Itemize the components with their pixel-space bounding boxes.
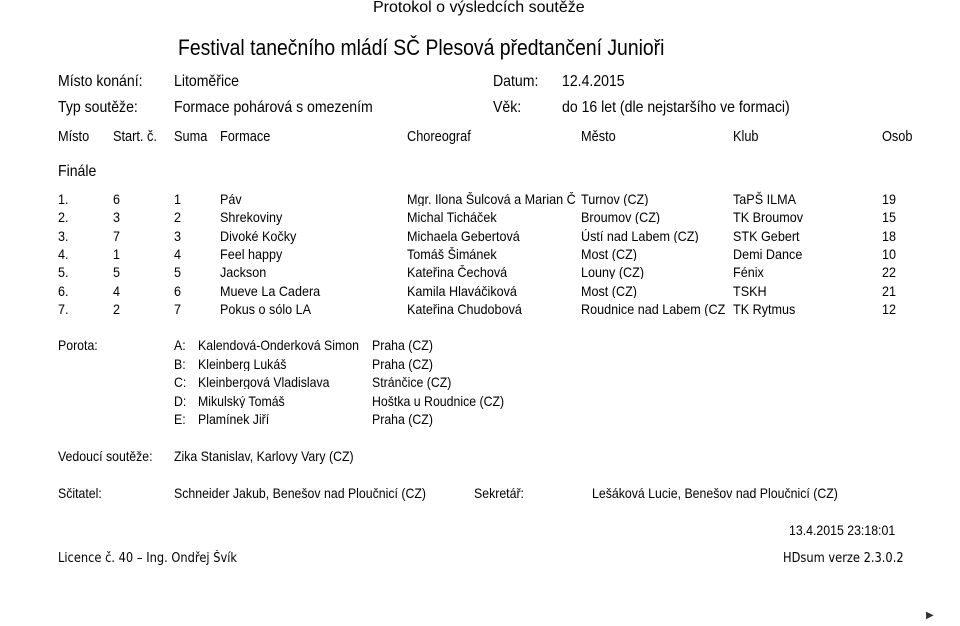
cell-club: STK Gebert bbox=[733, 228, 800, 244]
cell-persons: 22 bbox=[882, 264, 897, 280]
cell-sum: 3 bbox=[174, 228, 182, 244]
jury-label: Porota: bbox=[58, 337, 98, 353]
col-header-formation: Formace bbox=[220, 128, 271, 145]
counter-value: Schneider Jakub, Benešov nad Ploučnicí (CZ) bbox=[174, 485, 427, 501]
cell-persons: 21 bbox=[882, 283, 897, 299]
cell-city: Broumov (CZ) bbox=[581, 210, 661, 224]
cell-persons: 15 bbox=[882, 209, 897, 225]
cell-city: Louny (CZ) bbox=[581, 265, 645, 279]
cell-persons: 19 bbox=[882, 191, 897, 207]
jury-city: Praha (CZ) bbox=[372, 337, 433, 353]
cell-sum: 2 bbox=[174, 209, 182, 225]
cell-club: TaPŠ ILMA bbox=[733, 191, 797, 207]
date-value: 12.4.2015 bbox=[562, 73, 625, 90]
jury-letter: D: bbox=[174, 393, 187, 409]
jury-city: Stránčice (CZ) bbox=[372, 374, 452, 390]
cell-place: 6. bbox=[58, 283, 69, 299]
cell-city: Turnov (CZ) bbox=[581, 192, 649, 206]
leader-value: Zika Stanislav, Karlovy Vary (CZ) bbox=[174, 448, 354, 464]
cell-club: TK Rytmus bbox=[733, 301, 796, 317]
cell-place: 2. bbox=[58, 209, 69, 225]
jury-name: Kleinberg Lukáš bbox=[198, 357, 287, 371]
cell-club: TSKH bbox=[733, 283, 767, 299]
cell-place: 4. bbox=[58, 246, 69, 262]
cell-formation: Feel happy bbox=[220, 246, 283, 262]
cell-formation: Mueve La Cadera bbox=[220, 283, 321, 299]
cell-choreographer: Michal Ticháček bbox=[407, 210, 497, 224]
cell-sum: 5 bbox=[174, 264, 182, 280]
jury-name: Plamínek Jiří bbox=[198, 412, 270, 426]
leader-label: Vedoucí soutěže: bbox=[58, 448, 153, 464]
jury-name: Mikulský Tomáš bbox=[198, 394, 285, 408]
age-label: Věk: bbox=[493, 99, 522, 116]
cell-place: 1. bbox=[58, 191, 69, 207]
jury-city: Hoštka u Roudnice (CZ) bbox=[372, 393, 505, 409]
jury-letter: B: bbox=[174, 356, 186, 372]
cell-persons: 12 bbox=[882, 301, 897, 317]
cell-club: Fénix bbox=[733, 264, 764, 280]
col-header-start-number: Start. č. bbox=[113, 128, 157, 145]
jury-name: Kalendová-Onderková Simon bbox=[198, 338, 359, 352]
cell-start-number: 7 bbox=[113, 228, 121, 244]
section-final: Finále bbox=[58, 163, 97, 180]
age-value: do 16 let (dle nejstaršího ve formaci) bbox=[562, 99, 790, 116]
document-title: Protokol o výsledcích soutěže bbox=[373, 0, 585, 16]
cell-city: Most (CZ) bbox=[581, 247, 637, 261]
cell-sum: 6 bbox=[174, 283, 182, 299]
cell-sum: 7 bbox=[174, 301, 182, 317]
jury-name: Kleinbergová Vladislava bbox=[198, 375, 330, 389]
cell-sum: 1 bbox=[174, 191, 182, 207]
cell-start-number: 2 bbox=[113, 301, 121, 317]
cell-choreographer: Kateřina Chudobová bbox=[407, 302, 522, 316]
cell-persons: 18 bbox=[882, 228, 897, 244]
cell-city: Roudnice nad Labem (CZ bbox=[581, 302, 726, 316]
venue-label: Místo konání: bbox=[58, 73, 143, 90]
cell-start-number: 5 bbox=[113, 264, 121, 280]
cell-city: Ústí nad Labem (CZ) bbox=[581, 229, 699, 243]
cell-choreographer: Tomáš Šimánek bbox=[407, 247, 497, 261]
col-header-persons: Osob bbox=[882, 128, 913, 145]
cell-choreographer: Kateřina Čechová bbox=[407, 265, 508, 279]
cell-place: 3. bbox=[58, 228, 69, 244]
triangle-right-icon[interactable]: ▶ bbox=[926, 610, 934, 621]
col-header-choreographer: Choreograf bbox=[407, 128, 471, 145]
cell-choreographer: Michaela Gebertová bbox=[407, 229, 520, 243]
cell-start-number: 4 bbox=[113, 283, 121, 299]
date-label: Datum: bbox=[493, 73, 539, 90]
cell-start-number: 3 bbox=[113, 209, 121, 225]
cell-club: Demi Dance bbox=[733, 246, 803, 262]
jury-city: Praha (CZ) bbox=[372, 411, 433, 427]
cell-place: 5. bbox=[58, 264, 69, 280]
cell-choreographer: Mgr. Ilona Šulcová a Marian Č bbox=[407, 192, 576, 206]
cell-formation: Páv bbox=[220, 191, 242, 207]
cell-choreographer: Kamila Hlaváčiková bbox=[407, 284, 517, 298]
col-header-place: Místo bbox=[58, 128, 90, 145]
col-header-sum: Suma bbox=[174, 128, 208, 145]
cell-club: TK Broumov bbox=[733, 209, 804, 225]
timestamp: 13.4.2015 23:18:01 bbox=[789, 522, 896, 538]
type-value: Formace pohárová s omezením bbox=[174, 99, 373, 116]
cell-persons: 10 bbox=[882, 246, 897, 262]
cell-formation: Pokus o sólo LA bbox=[220, 301, 312, 317]
cell-city: Most (CZ) bbox=[581, 284, 637, 298]
licence-text: Licence č. 40 – Ing. Ondřej Švík bbox=[58, 551, 238, 566]
jury-letter: A: bbox=[174, 337, 186, 353]
cell-formation: Divoké Kočky bbox=[220, 228, 297, 244]
cell-place: 7. bbox=[58, 301, 69, 317]
type-label: Typ soutěže: bbox=[58, 99, 138, 116]
cell-start-number: 1 bbox=[113, 246, 121, 262]
jury-letter: C: bbox=[174, 374, 187, 390]
cell-formation: Jackson bbox=[220, 264, 267, 280]
jury-city: Praha (CZ) bbox=[372, 356, 433, 372]
version-text: HDsum verze 2.3.0.2 bbox=[783, 551, 904, 566]
jury-letter: E: bbox=[174, 411, 186, 427]
cell-formation: Shrekoviny bbox=[220, 209, 283, 225]
col-header-city: Město bbox=[581, 128, 616, 145]
cell-sum: 4 bbox=[174, 246, 182, 262]
event-title: Festival tanečního mládí SČ Plesová předtančení Junioři bbox=[178, 35, 665, 60]
secretary-label: Sekretář: bbox=[474, 485, 524, 501]
col-header-club: Klub bbox=[733, 128, 759, 145]
secretary-value: Lešáková Lucie, Benešov nad Ploučnicí (CZ) bbox=[592, 485, 838, 501]
counter-label: Sčitatel: bbox=[58, 485, 102, 501]
cell-start-number: 6 bbox=[113, 191, 121, 207]
venue-value: Litoměřice bbox=[174, 73, 239, 90]
